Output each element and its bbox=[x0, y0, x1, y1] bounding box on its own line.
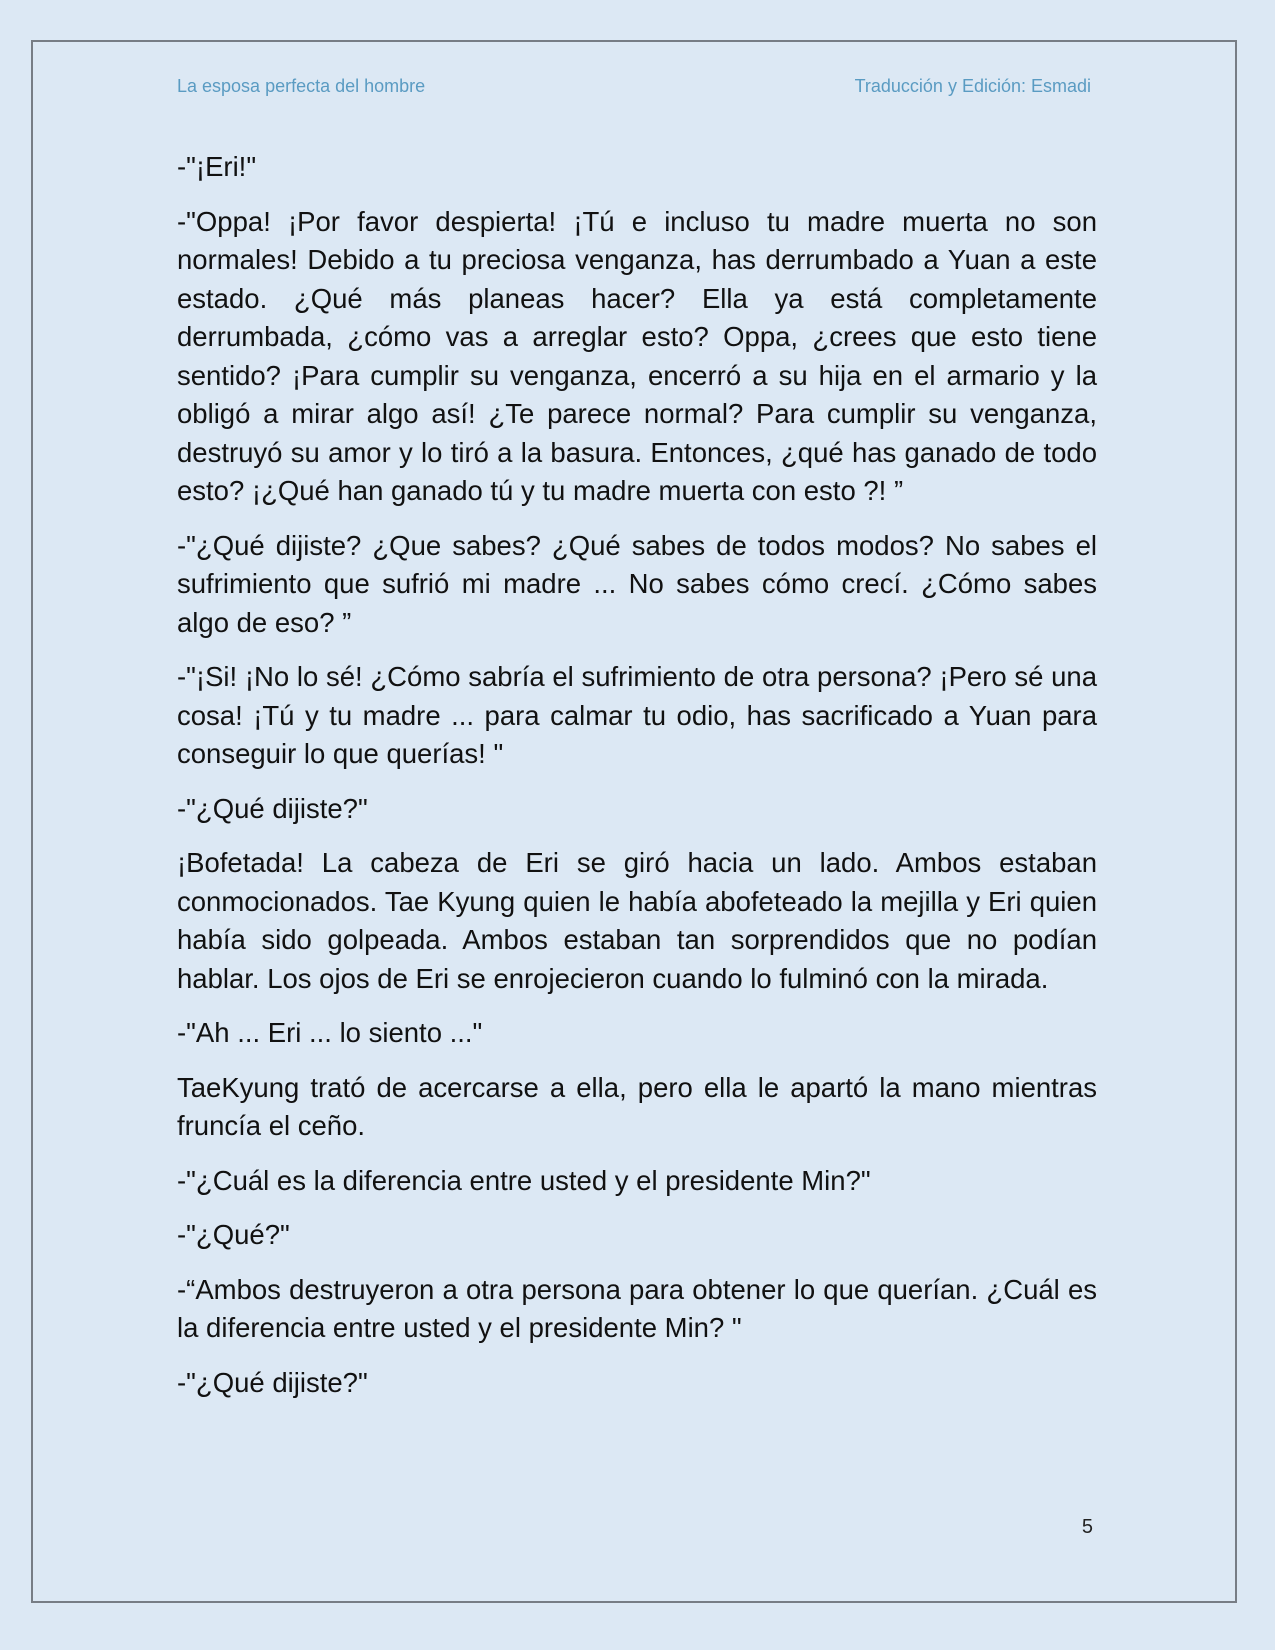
paragraph: TaeKyung trató de acercarse a ella, pero ella le apartó la mano mientras fruncía el ceño. bbox=[177, 1071, 1097, 1141]
paragraph: -"¿Qué dijiste?" bbox=[177, 1366, 368, 1398]
header-book-title: La esposa perfecta del hombre bbox=[177, 75, 426, 96]
paragraph: -"¡Si! ¡No lo sé! ¿Cómo sabría el sufrimiento de otra persona? ¡Pero sé una cosa! ¡Tú y tu madre ... para calmar tu odio, has sacrificado a Yuan para conseguir lo que querías! " bbox=[177, 661, 1097, 769]
paragraph: -"¿Qué dijiste? ¿Que sabes? ¿Qué sabes de todos modos? No sabes el sufrimiento que sufrió mi madre ... No sabes cómo crecí. ¿Cómo sabes algo de eso? ” bbox=[177, 529, 1097, 638]
header-translator-credit: Traducción y Edición: Esmadi bbox=[854, 75, 1091, 96]
paragraph: -"Ah ... Eri ... lo siento ..." bbox=[177, 1017, 483, 1048]
paragraph: -"¿Qué dijiste?" bbox=[177, 792, 368, 824]
page-header bbox=[177, 74, 1091, 98]
paragraph: -"¿Qué?" bbox=[177, 1219, 290, 1250]
paragraph: -"¿Cuál es la diferencia entre usted y el presidente Min?" bbox=[177, 1164, 871, 1196]
paragraph: -“Ambos destruyeron a otra persona para obtener lo que querían. ¿Cuál es la diferencia entre usted y el presidente Min? " bbox=[177, 1273, 1097, 1343]
paragraph: ¡Bofetada! La cabeza de Eri se giró hacia un lado. Ambos estaban conmocionados. Tae Kyung quien le había abofeteado la mejilla y Eri quien había sido golpeada. Ambos estaban tan sorprendidos que no podían hablar. Los ojos de Eri se enrojecieron cuando lo fulminó con la mirada. bbox=[177, 847, 1097, 994]
page-number: 5 bbox=[1081, 1516, 1093, 1538]
document-page bbox=[31, 40, 1237, 1603]
document-body bbox=[177, 148, 1097, 1418]
paragraph: -"Oppa! ¡Por favor despierta! ¡Tú e incluso tu madre muerta no son normales! Debido a tu preciosa venganza, has derrumbado a Yuan a este estado. ¿Qué más planeas hacer? Ella ya está completamente derrumbada, ¿cómo vas a arreglar esto? Oppa, ¿crees que esto tiene sentido? ¡Para cumplir su venganza, encerró a su hija en el armario y la obligó a mirar algo así! ¿Te parece normal? Para cumplir su venganza, destruyó su amor y lo tiró a la basura. Entonces, ¿qué has ganado de todo esto? ¡¿Qué han ganado tú y tu madre muerta con esto ?! ” bbox=[177, 205, 1097, 506]
paragraph: -"¡Eri!" bbox=[177, 151, 257, 182]
